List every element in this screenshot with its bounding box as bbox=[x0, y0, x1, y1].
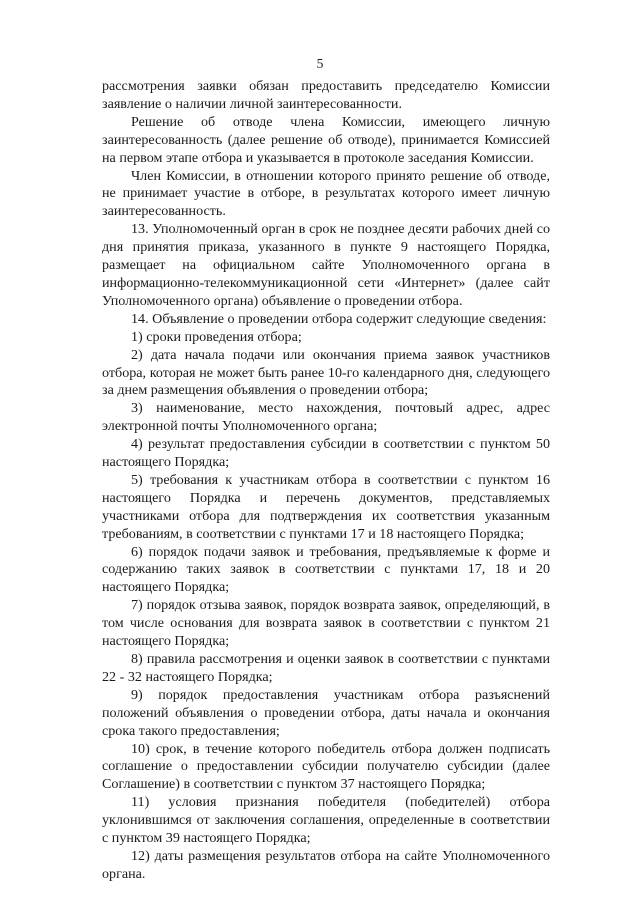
page-number: 5 bbox=[316, 56, 324, 71]
list-item: 12) даты размещения результатов отбора на сайте Уполномоченного органа. bbox=[102, 847, 550, 882]
list-item: 11) условия признания победителя (победителей) отбора уклонившимся от заключения соглашения, определенные в соответствии с пунктом 39 настоящего Порядка; bbox=[102, 794, 550, 847]
list-item: 3) наименование, место нахождения, почтовый адрес, адрес электронной почты Уполномоченного органа; bbox=[102, 400, 550, 435]
list-item: 10) срок, в течение которого победитель отбора должен подписать соглашение о предоставлении субсидии получателю субсидии (далее Соглашение) в соответствии с пунктом 37 настоящего Порядка; bbox=[102, 740, 550, 793]
paragraph: Решение об отводе члена Комиссии, имеющего личную заинтересованность (далее решение об отводе), принимается Комиссией на первом этапе отбора и указывается в протоколе заседания Комиссии. bbox=[102, 113, 550, 166]
list-item: 9) порядок предоставления участникам отбора разъяснений положений объявления о проведении отбора, даты начала и окончания срока такого предоставления; bbox=[102, 686, 550, 739]
list-item: 8) правила рассмотрения и оценки заявок в соответствии с пунктами 22 - 32 настоящего Порядка; bbox=[102, 651, 550, 685]
list-item: 7) порядок отзыва заявок, порядок возврата заявок, определяющий, в том числе основания для возврата заявок в соответствии с пунктом 21 настоящего Порядка; bbox=[102, 597, 550, 650]
list-item: 1) сроки проведения отбора; bbox=[131, 328, 302, 345]
paragraph: Член Комиссии, в отношении которого принято решение об отводе, не принимает участие в отборе, в результатах которого имеет личную заинтересованность. bbox=[102, 167, 550, 220]
paragraph: 14. Объявление о проведении отбора содержит следующие сведения: bbox=[131, 310, 547, 327]
list-item: 2) дата начала подачи или окончания приема заявок участников отбора, которая не может быть ранее 10-го календарного дня, следующего за днем размещения объявления о проведении отбора; bbox=[102, 346, 550, 399]
list-item: 6) порядок подачи заявок и требования, предъявляемые к форме и содержанию таких заявок в соответствии с пунктами 17, 18 и 20 настоящего Порядка; bbox=[102, 543, 550, 596]
paragraph: 13. Уполномоченный орган в срок не позднее десяти рабочих дней со дня принятия приказа, указанного в пункте 9 настоящего Порядка, размещает на официальном сайте Уполномоченного органа в информационно-телекоммуникационной сети «Интернет» (далее сайт Уполномоченного органа) объявление о проведении отбора. bbox=[102, 221, 550, 309]
paragraph: рассмотрения заявки обязан предоставить председателю Комиссии заявление о наличии личной заинтересованности. bbox=[102, 78, 550, 112]
list-item: 5) требования к участникам отбора в соответствии с пунктом 16 настоящего Порядка и перечень документов, представляемых участниками отбора для подтверждения их соответствия указанным требованиям, в соответствии с пунктами 17 и 18 настоящего Порядка; bbox=[102, 471, 550, 542]
document-body bbox=[102, 78, 550, 884]
list-item: 4) результат предоставления субсидии в соответствии с пунктом 50 настоящего Порядка; bbox=[102, 436, 550, 471]
